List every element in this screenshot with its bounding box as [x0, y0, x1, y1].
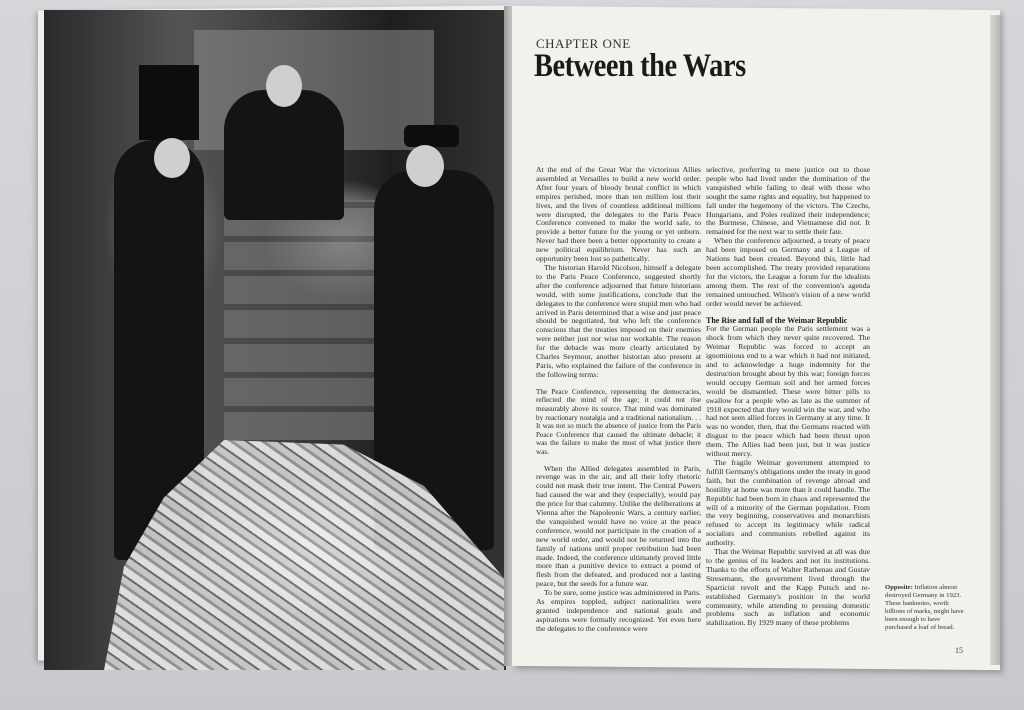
paragraph: The historian Harold Nicolson, himself a delegate to the Paris Peace Conference, suggested shortly after the conference adjourned that future historians would, with some justifications, conclude that the delegates to the conference were stupid men who had arrived in Paris determined that a wise and just peace should be negotiated, but who left the conference conscious that the treaties imposed on their enemies were neither just nor wise nor workable. The reason for the debacle was more clearly articulated by Charles Seymour, another historian also present at Paris, who explained the failure of the conference in the following terms: [536, 262, 701, 379]
paragraph: When the Allied delegates assembled in Paris, revenge was in the air, and all their lofty rhetoric could not mask their true intent. The Central Powers had caused the war and they (especially), would pay the price for that calumny. Unlike the deliberations at Vienna after the Napoleonic Wars, a century earlier, the vanquished would have no voice at the peace conference, would not participate in the creation of a new world order, and would not be returned into the family of nations until proper retribution had been made. Indeed, the conference ultimately proved little more than a punitive device to extract a pound of flesh from the defeated, and produced not a lasting peace, but the seeds for a future war. [536, 463, 701, 589]
caption-lead: Opposite: [885, 584, 913, 591]
caption-text: Inflation almost destroyed Germany in 1923. These banknotes, worth billions of marks, might have been enough to have purchased a loaf of bread. [885, 584, 964, 631]
paragraph: When the conference adjourned, a treaty of peace had been imposed on Germany and a League of Nations had been created. Beyond this, little had been accomplished. The treaty provided reparations for the victors, the League a forum for the idealists among them. The rest of the convention's agenda remained untouched. Wilson's vision of a new world order would never be achieved. [706, 236, 870, 308]
block-quote: The Peace Conference, representing the democracies, reflected the mind of the age; it could not rise measurably above its source. That mind was dominated by reactionary nostalgia and a traditional nationalism. . . It was not so much the absence of justice from the Paris Peace Conference that caused the ultimate debacle; it was the failure to make the most of what justice there was. [536, 387, 701, 456]
paragraph: At the end of the Great War the victorious Allies assembled at Versailles to build a new world order. After four years of bloody brutal conflict in which empires perished, more than ten million lost their lives, and the lives of countless additional millions were disrupted, the delegates to the Paris Peace Conference convened to make the world safe, to provide a better future for the young or yet unborn. Never had there been a better opportunity to create a new political equilibrium. Never has such an opportunity been lost so pathetically. [536, 165, 701, 264]
text-column-1 [536, 166, 701, 634]
text-column-2 [706, 166, 870, 628]
section-heading: The Rise and fall of the Weimar Republic [706, 315, 848, 325]
photo-caption [885, 584, 967, 632]
chapter-title: Between the Wars [534, 48, 746, 84]
page-number: 15 [955, 646, 963, 655]
paragraph: That the Weimar Republic survived at all was due to the genius of its leaders and not its institutions. Thanks to the efforts of Walter Rathenau and Gustav Stresemann, the government lived through the Sparticist revolt and the Kapp Putsch and re-established Germany's position in the world community, while attending to pressing domestic problems such as inflation and economic stabilization. By 1929 many of these problems [706, 547, 870, 628]
paragraph: For the German people the Paris settlement was a shock from which they never quite recovered. The Weimar Republic was forced to accept an ignominious end to a war which it had not initiated, and to acknowledge a huge indemnity for the destruction brought about by this war; foreign forces would occupy German soil and her armed forces would be dismantled. These were bitter pills to swallow for a people who as late as the summer of 1918 expected that they would win the war, and who had not seen allied forces in Germany at any time. It was no wonder, then, that the Germans reacted with disgust to the peace which had been thrust upon them. The Allies had been just, but it was justice without mercy. [706, 324, 870, 459]
paragraph: To be sure, some justice was administered in Paris. As empires toppled, subject nationalities were granted independence and national goals and aspirations were formally recognized. Yet even here the delegates to the conference were [536, 588, 701, 633]
paragraph: The fragile Weimar government attempted to fulfill Germany's obligations under the treaty in good faith, but the combination of revenge abroad and hostility at home was more than it could handle. The Republic had been born in chaos and represented the will of a minority of the German population. From the very beginning, conservatives and monarchists refused to accept its legitimacy while radical socialists and communists rebelled against its authority. [706, 458, 870, 548]
inflation-banknotes-photo [44, 10, 506, 670]
page-stack-edge [990, 15, 1000, 665]
paragraph: selective, preferring to mete justice out to those people who had lived under the domination of the vanquished while failing to deal with those who sought the same rights and equality, but happened to fall under the hegemony of the victors. The Czechs, Hungarians, and Poles realized their independence; the Burmese, Chinese, and Vietnamese did not. It remained for the next war to settle their fate. [706, 165, 870, 237]
chapter-label: CHAPTER ONE [536, 36, 631, 51]
